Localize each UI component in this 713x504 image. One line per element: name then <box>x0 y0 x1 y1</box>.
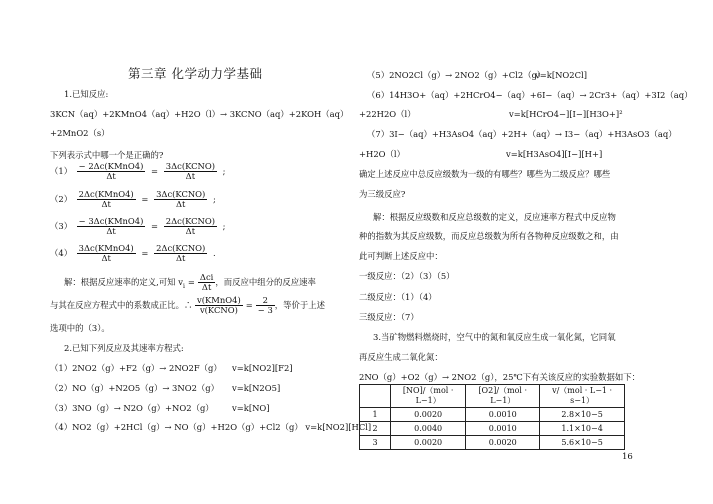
option-lhs-fraction <box>77 217 146 236</box>
fraction-denominator: Δt <box>106 171 116 182</box>
table-header-cell: [NO]/（mol · L−1） <box>391 385 466 408</box>
option-rhs-fraction <box>164 217 217 236</box>
second-order-answer: 二级反应：（1）（4） <box>359 292 437 302</box>
rate-law: v=k[NO2Cl] <box>535 70 587 80</box>
rate-law: v=k[NO2][F2] <box>232 363 293 373</box>
option-lhs-fraction <box>77 162 146 181</box>
r5-line <box>367 70 587 81</box>
q3-line-2: 再反应生成二氧化氮： <box>359 352 443 362</box>
table-row <box>360 422 625 436</box>
option-end-mark: ; <box>213 194 216 205</box>
q2-label: 2.已知下列反应及其速率方程式: <box>64 343 184 353</box>
solution-text: ，等价于上述 <box>274 300 326 311</box>
experiment-data-table <box>359 384 625 450</box>
reaction-equation: （1）2NO2（g）+F2（g）→ 2NO2F（g） <box>50 363 222 373</box>
table-cell: 0.0020 <box>466 436 540 450</box>
rate-law: v=k[N2O5] <box>232 383 281 393</box>
fraction-denominator: Δt <box>101 253 111 264</box>
table-cell: 2 <box>360 422 391 436</box>
q3-line-1: 3.当矿物燃料燃烧时，空气中的氮和氧反应生成一氧化氮，它同氧 <box>373 332 616 342</box>
option-label: （2） <box>50 194 73 205</box>
table-cell: 1 <box>360 408 391 422</box>
equals-sign: = <box>151 221 159 232</box>
option-lhs-fraction <box>77 244 136 263</box>
r7-line: （7）3I−（aq）+H3AsO4（aq）+2H+（aq）→ I3−（aq）+H3AsO3（aq） <box>367 129 677 139</box>
table-header-cell: [O2]/（mol · L−1） <box>466 385 540 408</box>
reaction-equation: （3）3NO（g）→ N2O（g）+NO2（g） <box>50 403 214 413</box>
q3-reaction: 2NO（g）+O2（g）→ 2NO2（g），25℃下有关该反应的实验数据如下： <box>359 372 641 382</box>
equals-sign: = <box>141 194 149 205</box>
fraction-denominator: Δt <box>101 199 111 210</box>
page-number: 16 <box>622 452 633 462</box>
reaction-continuation: +H2O（l） <box>359 149 405 159</box>
q2-item-4 <box>50 422 371 433</box>
q1-label: 1.已知反应: <box>64 89 109 99</box>
fraction-numerator: − 2Δc(KMnO4) <box>78 161 144 171</box>
fraction-numerator: 2Δc(KCNO) <box>165 216 215 226</box>
table-cell: 0.0020 <box>391 408 466 422</box>
solution-1-line-2: 与其在反应方程式中的系数成正比。∴ $\frac{\text{v(KMnO4)}}{\text{v(KCNO)}}$ = $\frac{2}{- 3}$ ，等价于上述 <box>50 295 326 316</box>
coefficient-ratio-fraction <box>256 296 275 315</box>
table-cell: 0.0040 <box>391 422 466 436</box>
option-label: （4） <box>50 248 73 259</box>
option-rhs-fraction <box>154 190 207 209</box>
fraction-denominator: − 3 <box>257 305 273 316</box>
fraction-numerator: 3Δc(KCNO) <box>165 161 215 171</box>
q1-reaction-line-1: 3KCN（aq）+2KMnO4（aq）+H2O（l）→ 3KCNO（aq）+2KOH（aq） <box>50 109 349 119</box>
q2-item-3 <box>50 403 270 414</box>
rate-law: v=k[NO2][HCl] <box>305 422 372 432</box>
reaction-continuation: +22H2O（l） <box>359 109 416 119</box>
table-cell: 0.0020 <box>391 436 466 450</box>
fraction-denominator: Δt <box>185 171 196 182</box>
option-rhs-fraction <box>154 244 207 263</box>
r7-continuation <box>359 149 603 160</box>
table-cell: 0.0010 <box>466 422 540 436</box>
q1-reaction-line-2: +2MnO2（s） <box>50 128 110 138</box>
fraction-numerator: 3Δc(KMnO4) <box>78 243 134 253</box>
table-cell: 5.6×10−5 <box>540 436 625 450</box>
solution-1-line-1: 解：根据反应速率的定义,可知 $v_i$ = $\frac{\text{Δci}}{\Delta t}$ ，而反应中组分的反应速率 <box>64 272 316 293</box>
rate-law: v=k[NO] <box>232 403 270 413</box>
table-cell: 3 <box>360 436 391 450</box>
option-1 <box>50 162 229 181</box>
option-end-mark: ; <box>222 166 226 177</box>
q2-item-1 <box>50 363 293 374</box>
solution-2-line-2: 种的指数为其反应级数，而反应总级数为所有各物种反应级数之和，由 <box>359 231 619 241</box>
first-order-answer: 一级反应：（2）（3）（5） <box>359 271 455 281</box>
option-end-mark: ; <box>222 221 226 232</box>
fraction-numerator: 3Δc(KCNO) <box>156 189 206 199</box>
option-rhs-fraction <box>164 162 217 181</box>
fraction-denominator: Δt <box>175 253 186 264</box>
table-cell: 1.1×10−4 <box>540 422 625 436</box>
rate-ratio-fraction <box>195 296 243 315</box>
table-cell: 2.8×10−5 <box>540 408 625 422</box>
r6-continuation <box>359 109 623 120</box>
fraction-denominator: Δt <box>106 226 116 237</box>
solution-text: ，而反应中组分的反应速率 <box>215 277 316 288</box>
q1-question: 下列表示式中哪一个是正确的? <box>50 150 164 160</box>
option-label: （3） <box>50 221 73 232</box>
table-header-cell <box>360 385 391 408</box>
option-label: （1） <box>50 166 73 177</box>
q2-item-2 <box>50 383 281 394</box>
fraction-numerator: Δci <box>199 272 214 282</box>
third-order-answer: 三级反应：（7） <box>359 312 419 322</box>
option-4 <box>50 244 219 263</box>
q2-question-line-2: 为三级反应? <box>359 189 406 199</box>
table-header-row <box>360 385 625 408</box>
fraction-numerator: 2 <box>256 296 275 306</box>
solution-2-line-1: 解：根据反应级数和反应总级数的定义，反应速率方程式中反应物 <box>373 212 616 222</box>
table-row <box>360 436 625 450</box>
option-lhs-fraction <box>77 190 136 209</box>
reaction-equation: （4）NO2（g）+2HCl（g）→ NO（g）+H2O（g）+Cl2（g） <box>50 422 303 432</box>
fraction-numerator: 2Δc(KMnO4) <box>78 189 134 199</box>
solution-text: 解：根据反应速率的定义,可知 <box>64 277 176 288</box>
solution-text: 与其在反应方程式中的系数成正比。∴ <box>50 300 193 311</box>
equals-sign: = <box>151 166 159 177</box>
option-2 <box>50 190 219 209</box>
fraction-numerator: v(KMnO4) <box>197 295 241 305</box>
rate-law: v=k[HCrO4−][I−][H3O+]² <box>509 109 623 119</box>
fraction-numerator: 2Δc(KCNO) <box>156 243 206 253</box>
option-end-mark: . <box>213 248 216 259</box>
table-header-cell: v/（mol · L−1 · s−1） <box>540 385 625 408</box>
fraction-denominator: v(KCNO) <box>199 305 238 316</box>
rate-symbol: v <box>178 277 183 288</box>
reaction-equation: （2）NO（g）+N2O5（g）→ 3NO2（g） <box>50 383 220 393</box>
table-cell: 0.0010 <box>466 408 540 422</box>
solution-2-line-3: 此可判断上述反应中： <box>359 251 443 261</box>
table-row <box>360 408 625 422</box>
q2-question-line-1: 确定上述反应中总反应级数为一级的有哪些？哪些为二级反应？哪些 <box>359 169 611 179</box>
solution-1-line-3: 选项中的（3）。 <box>50 323 110 333</box>
equals-sign: = <box>141 248 149 259</box>
rate-law: v=k[H3AsO4][I−][H+] <box>506 149 603 159</box>
reaction-equation: （5）2NO2Cl（g）→ 2NO2（g）+Cl2（g） <box>367 70 546 80</box>
fraction-denominator: Δt <box>175 199 186 210</box>
fraction-denominator: Δt <box>185 226 196 237</box>
fraction-numerator: − 3Δc(KMnO4) <box>78 216 144 226</box>
rate-definition-fraction <box>198 273 215 292</box>
r6-line: （6）14H3O+（aq）+2HCrO4−（aq）+6I−（aq）→ 2Cr3+（aq）+3I2（aq） <box>367 90 693 100</box>
chapter-title: 第三章 化学动力学基础 <box>128 66 263 81</box>
fraction-denominator: Δt <box>201 282 212 293</box>
option-3 <box>50 217 229 236</box>
